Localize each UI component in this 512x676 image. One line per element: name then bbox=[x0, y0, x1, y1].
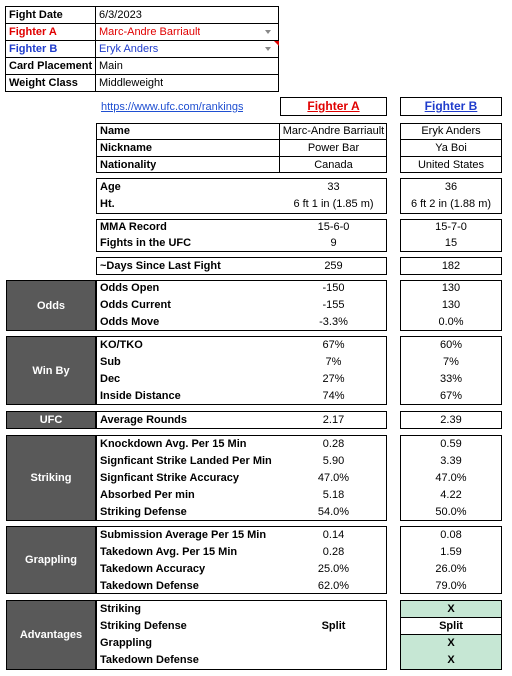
fighter-b-column-header: Fighter B bbox=[400, 97, 502, 116]
odds-move-label: Odds Move bbox=[100, 316, 160, 328]
inside-distance-label: Inside Distance bbox=[100, 390, 181, 402]
sig-strike-landed-label: Signficant Strike Landed Per Min bbox=[100, 455, 272, 467]
ufc-fights-label: Fights in the UFC bbox=[100, 237, 192, 249]
fighter-a-knockdown-avg: 0.28 bbox=[322, 438, 345, 450]
ufc-section-header: UFC bbox=[6, 411, 96, 429]
fighter-a-label: Fighter A bbox=[9, 26, 57, 38]
grappling-section-header: Grappling bbox=[6, 526, 96, 594]
fighter-a-adv-striking-defense: Split bbox=[321, 620, 346, 632]
advantages-section-header: Advantages bbox=[6, 600, 96, 670]
fighter-a-submission-avg: 0.14 bbox=[322, 529, 345, 541]
fighter-b-adv-grappling: X bbox=[447, 637, 455, 649]
nickname-label: Nickname bbox=[100, 142, 152, 154]
chevron-down-icon[interactable] bbox=[265, 47, 271, 51]
fighter-a-average-rounds: 2.17 bbox=[322, 414, 345, 426]
fighter-a-height: 6 ft 1 in (1.85 m) bbox=[293, 198, 374, 210]
fighter-a-takedown-defense: 62.0% bbox=[317, 580, 350, 592]
adv-striking-label: Striking bbox=[100, 603, 141, 615]
fighter-b-odds-move: 0.0% bbox=[438, 316, 464, 328]
fighter-a-sig-strike-accuracy: 47.0% bbox=[317, 472, 350, 484]
fighter-a-takedown-avg: 0.28 bbox=[322, 546, 345, 558]
fighter-b-nationality: United States bbox=[417, 159, 485, 171]
fighter-b-adv-striking: X bbox=[447, 603, 455, 615]
fighter-b-submission-avg: 0.08 bbox=[440, 529, 462, 541]
fighter-a-odds-move: -3.3% bbox=[319, 316, 348, 328]
fighter-b-ko-tko: 60% bbox=[439, 339, 463, 351]
win-by-section-header: Win By bbox=[6, 336, 96, 405]
fighter-a-absorbed-per-min: 5.18 bbox=[322, 489, 345, 501]
name-label: Name bbox=[100, 125, 130, 137]
adv-striking-defense-label: Striking Defense bbox=[100, 620, 187, 632]
fighter-b-nickname: Ya Boi bbox=[435, 142, 467, 154]
fighter-b-days: 182 bbox=[441, 260, 461, 272]
fighter-a-name: Marc-Andre Barriault bbox=[282, 125, 385, 137]
ko-tko-label: KO/TKO bbox=[100, 339, 143, 351]
sig-strike-accuracy-label: Signficant Strike Accuracy bbox=[100, 472, 239, 484]
absorbed-per-min-label: Absorbed Per min bbox=[100, 489, 195, 501]
fighter-a-dec: 27% bbox=[322, 373, 345, 385]
fighter-b-adv-striking-defense: Split bbox=[439, 620, 463, 632]
ufc-rankings-link[interactable]: https://www.ufc.com/rankings bbox=[101, 101, 244, 113]
adv-takedown-defense-label: Takedown Defense bbox=[100, 654, 199, 666]
sub-label: Sub bbox=[100, 356, 121, 368]
age-label: Age bbox=[100, 181, 121, 193]
days-since-label: ~Days Since Last Fight bbox=[100, 260, 221, 272]
dec-label: Dec bbox=[100, 373, 121, 385]
fighter-a-sub: 7% bbox=[325, 356, 342, 368]
weight-class-value[interactable]: Middleweight bbox=[99, 77, 164, 89]
takedown-accuracy-label: Takedown Accuracy bbox=[100, 563, 206, 575]
fighter-a-mma-record: 15-6-0 bbox=[317, 221, 350, 233]
fighter-a-age: 33 bbox=[327, 181, 340, 193]
fighter-b-sub: 7% bbox=[443, 356, 459, 368]
fighter-b-inside-distance: 67% bbox=[439, 390, 463, 402]
fighter-b-dec: 33% bbox=[439, 373, 463, 385]
fighter-a-ko-tko: 67% bbox=[322, 339, 345, 351]
takedown-avg-label: Takedown Avg. Per 15 Min bbox=[100, 546, 238, 558]
fighter-a-days: 259 bbox=[324, 260, 343, 272]
fighter-a-sig-strike-landed: 5.90 bbox=[322, 455, 345, 467]
odds-current-label: Odds Current bbox=[100, 299, 171, 311]
fighter-b-mma-record: 15-7-0 bbox=[435, 221, 467, 233]
takedown-defense-label: Takedown Defense bbox=[100, 580, 199, 592]
header-divider bbox=[95, 6, 96, 92]
height-label: Ht. bbox=[100, 198, 115, 210]
submission-avg-label: Submission Average Per 15 Min bbox=[100, 529, 267, 541]
mma-record-label: MMA Record bbox=[100, 221, 167, 233]
average-rounds-label: Average Rounds bbox=[100, 414, 188, 426]
fighter-b-absorbed-per-min: 4.22 bbox=[440, 489, 462, 501]
odds-section-header: Odds bbox=[6, 280, 96, 331]
fighter-a-odds-open: -150 bbox=[322, 282, 345, 294]
fighter-b-sig-strike-accuracy: 47.0% bbox=[435, 472, 467, 484]
fighter-b-adv-takedown-defense: X bbox=[447, 654, 455, 666]
fighter-b-height: 6 ft 2 in (1.88 m) bbox=[410, 198, 492, 210]
fighter-b-takedown-accuracy: 26.0% bbox=[435, 563, 467, 575]
fighter-b-ufc-fights: 15 bbox=[444, 237, 458, 249]
weight-class-label: Weight Class bbox=[9, 77, 78, 89]
fighter-b-sig-strike-landed: 3.39 bbox=[440, 455, 462, 467]
fighter-a-inside-distance: 74% bbox=[322, 390, 345, 402]
fighter-a-takedown-accuracy: 25.0% bbox=[317, 563, 350, 575]
chevron-down-icon[interactable] bbox=[265, 30, 271, 34]
nationality-label: Nationality bbox=[100, 159, 157, 171]
striking-section-header: Striking bbox=[6, 435, 96, 521]
fighter-b-select[interactable]: Eryk Anders bbox=[99, 43, 159, 55]
fighter-b-knockdown-avg: 0.59 bbox=[440, 438, 462, 450]
fighter-b-label: Fighter B bbox=[9, 43, 58, 55]
fight-date-value[interactable]: 6/3/2023 bbox=[99, 9, 142, 21]
fighter-a-odds-current: -155 bbox=[322, 299, 345, 311]
comment-marker bbox=[274, 41, 279, 46]
fighter-a-nickname: Power Bar bbox=[307, 142, 360, 154]
fighter-b-odds-open: 130 bbox=[441, 282, 461, 294]
odds-open-label: Odds Open bbox=[100, 282, 160, 294]
adv-grappling-label: Grappling bbox=[100, 637, 152, 649]
fighter-a-nationality: Canada bbox=[314, 159, 353, 171]
fighter-a-ufc-fights: 9 bbox=[330, 237, 337, 249]
fighter-a-select[interactable]: Marc-Andre Barriault bbox=[99, 26, 201, 38]
fighter-b-striking-defense: 50.0% bbox=[435, 506, 467, 518]
fighter-a-column-header: Fighter A bbox=[280, 97, 387, 116]
fighter-b-takedown-avg: 1.59 bbox=[440, 546, 462, 558]
knockdown-avg-label: Knockdown Avg. Per 15 Min bbox=[100, 438, 247, 450]
fighter-b-name: Eryk Anders bbox=[421, 125, 481, 137]
striking-defense-label: Striking Defense bbox=[100, 506, 187, 518]
fighter-b-age: 36 bbox=[444, 181, 458, 193]
card-placement-label: Card Placement bbox=[9, 60, 93, 72]
fighter-a-striking-defense: 54.0% bbox=[317, 506, 350, 518]
fighter-b-odds-current: 130 bbox=[441, 299, 461, 311]
card-placement-value[interactable]: Main bbox=[99, 60, 123, 72]
fight-date-label: Fight Date bbox=[9, 9, 63, 21]
fighter-b-average-rounds: 2.39 bbox=[440, 414, 462, 426]
fighter-b-takedown-defense: 79.0% bbox=[435, 580, 467, 592]
